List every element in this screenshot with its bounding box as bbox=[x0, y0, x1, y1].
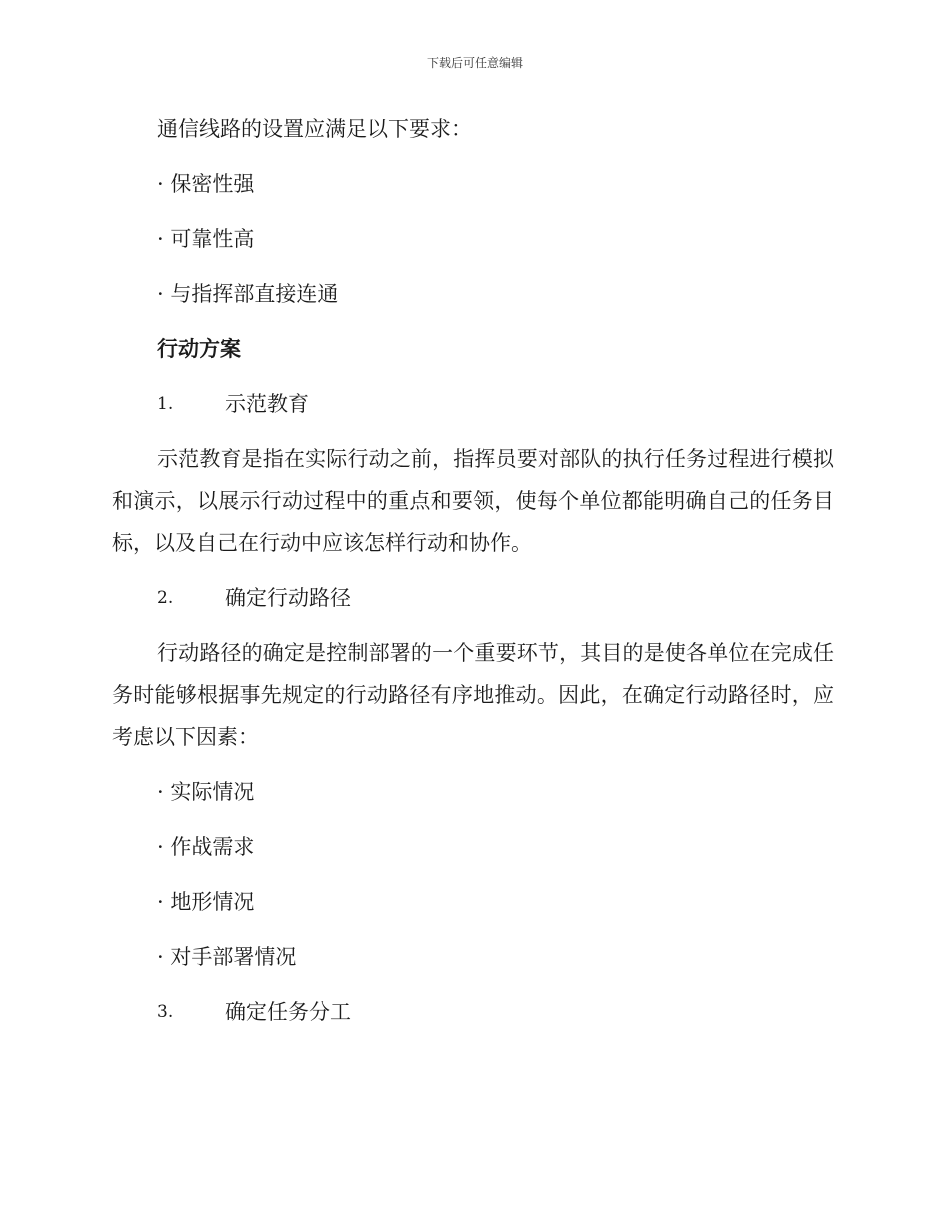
bullet-item: · 对手部署情况 bbox=[157, 945, 297, 969]
numbered-item-3 bbox=[112, 991, 834, 1033]
bullet-item: · 实际情况 bbox=[157, 780, 255, 804]
item-title: 示范教育 bbox=[225, 392, 309, 416]
document-body bbox=[112, 108, 834, 1046]
numbered-item-2 bbox=[112, 577, 834, 619]
bullet-item: · 与指挥部直接连通 bbox=[157, 282, 339, 306]
item-number: 1. bbox=[157, 394, 174, 414]
section-heading: 行动方案 bbox=[157, 337, 241, 361]
page-header: 下载后可任意编辑 bbox=[426, 56, 523, 70]
item-title: 确定任务分工 bbox=[225, 1000, 351, 1024]
item-number: 2. bbox=[157, 588, 174, 608]
item-number: 3. bbox=[157, 1002, 174, 1022]
bullet-item: · 作战需求 bbox=[157, 835, 255, 859]
bullet-item: · 保密性强 bbox=[157, 172, 255, 196]
body-paragraph-1: 示范教育是指在实际行动之前，指挥员要对部队的执行任务过程进行模拟和演示，以展示行动过程中的重点和要领，使每个单位都能明确自己的任务目标，以及自己在行动中应该怎样行动和协作。 bbox=[112, 447, 834, 555]
numbered-item-1 bbox=[112, 383, 834, 425]
bullet-item: · 地形情况 bbox=[157, 890, 255, 914]
item-title: 确定行动路径 bbox=[225, 586, 351, 610]
body-paragraph-2: 行动路径的确定是控制部署的一个重要环节，其目的是使各单位在完成任务时能够根据事先规定的行动路径有序地推动。因此，在确定行动路径时，应考虑以下因素： bbox=[112, 641, 834, 749]
bullet-item: · 可靠性高 bbox=[157, 227, 255, 251]
intro-paragraph: 通信线路的设置应满足以下要求： bbox=[157, 117, 472, 141]
